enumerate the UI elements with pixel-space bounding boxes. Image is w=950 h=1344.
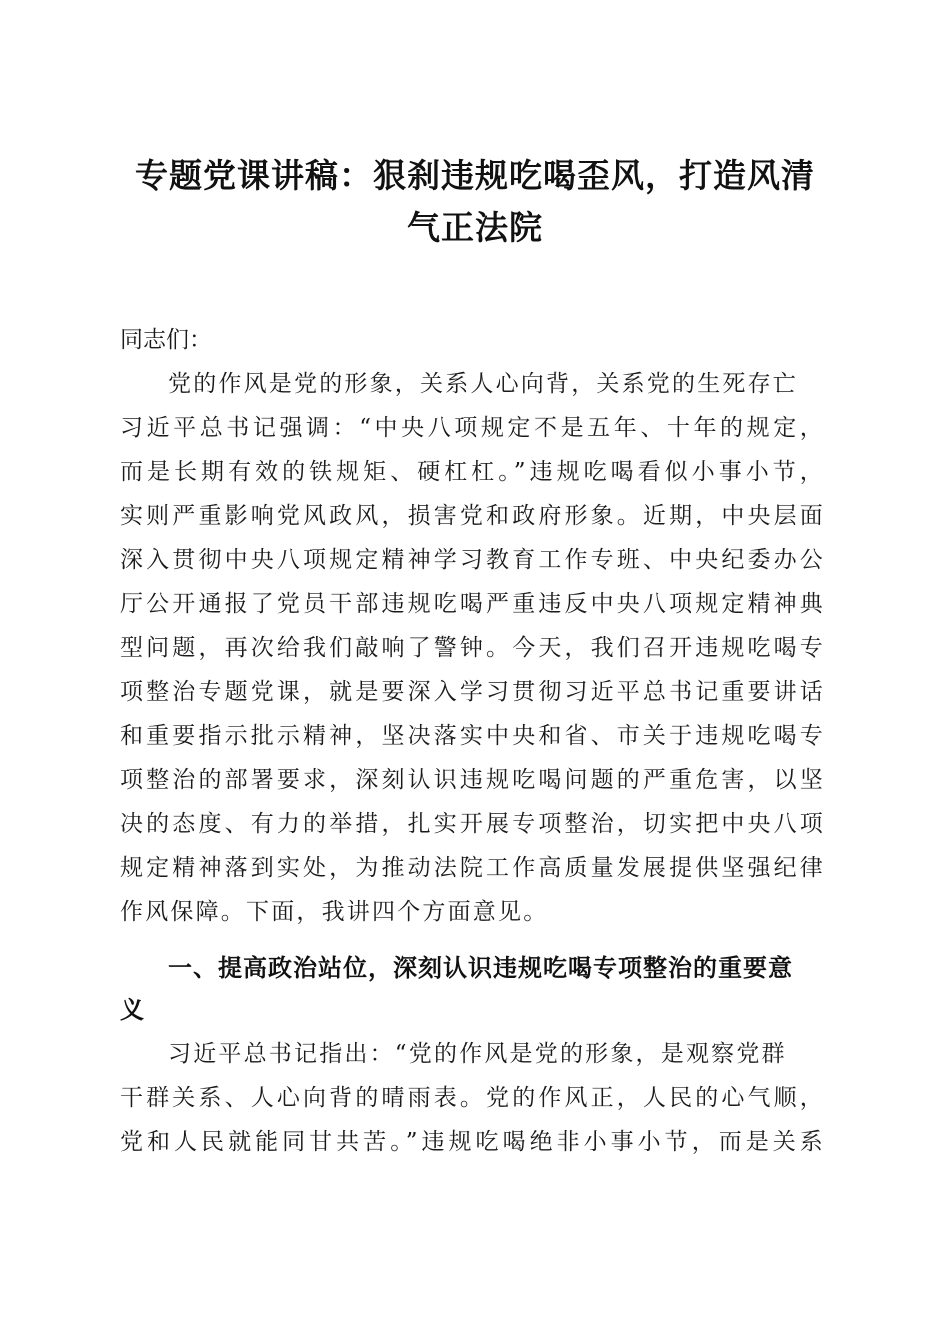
paragraph-1-line: 党的作风是党的形象，关系人心向背，关系党的生死存亡 [168, 371, 798, 397]
paragraph-1-line: 作风保障。下面，我讲四个方面意见。 [120, 899, 549, 925]
paragraph-1-line: 实则严重影响党风政风，损害党和政府形象。近期，中央层面 [120, 503, 825, 529]
paragraph-1-line: 深入贯彻中央八项规定精神学习教育工作专班、中央纪委办公 [120, 547, 825, 573]
paragraph-1-line: 习近平总书记强调：“中央八项规定不是五年、十年的规定， [120, 415, 825, 441]
title-line-1: 专题党课讲稿：狠刹违规吃喝歪风，打造风清 [135, 156, 815, 195]
paragraph-1-line: 厅公开通报了党员干部违规吃喝严重违反中央八项规定精神典 [120, 591, 825, 617]
title-line-2: 气正法院 [407, 208, 543, 247]
paragraph-1-line: 项整治的部署要求，深刻认识违规吃喝问题的严重危害，以坚 [120, 767, 825, 793]
paragraph-2-line: 干群关系、人心向背的晴雨表。党的作风正，人民的心气顺， [120, 1085, 825, 1111]
paragraph-2-line: 党和人民就能同甘共苦。”违规吃喝绝非小事小节，而是关系 [120, 1129, 825, 1155]
section-heading-1: 一、提高政治站位，深刻认识违规吃喝专项整治的重要意 [168, 953, 793, 982]
paragraph-1-line: 型问题，再次给我们敲响了警钟。今天，我们召开违规吃喝专 [120, 635, 825, 661]
paragraph-1-line: 规定精神落到实处，为推动法院工作高质量发展提供坚强纪律 [120, 855, 825, 881]
paragraph-1-line: 决的态度、有力的举措，扎实开展专项整治，切实把中央八项 [120, 811, 825, 837]
paragraph-1-line: 和重要指示批示精神，坚决落实中央和省、市关于违规吃喝专 [120, 723, 825, 749]
greeting: 同志们： [120, 327, 212, 353]
section-heading-1-cont: 义 [120, 995, 145, 1024]
paragraph-1-line: 而是长期有效的铁规矩、硬杠杠。”违规吃喝看似小事小节， [120, 459, 825, 485]
paragraph-1-line: 项整治专题党课，就是要深入学习贯彻习近平总书记重要讲话 [120, 679, 825, 705]
paragraph-2-line: 习近平总书记指出：“党的作风是党的形象，是观察党群 [168, 1041, 787, 1067]
document-title [110, 150, 840, 254]
